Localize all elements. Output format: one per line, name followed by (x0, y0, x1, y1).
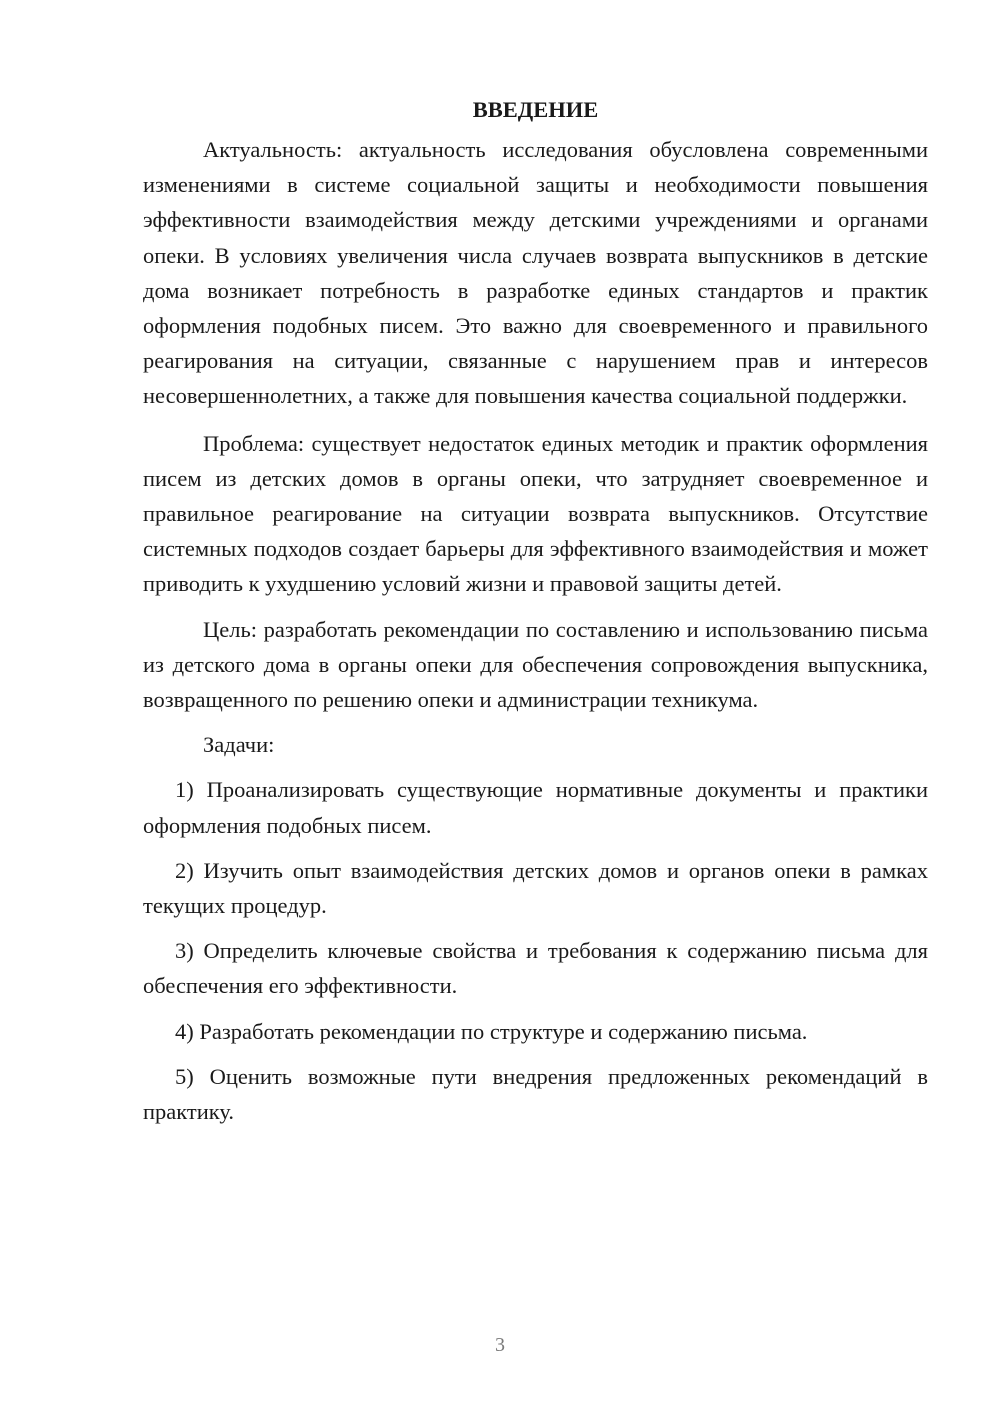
page-number: 3 (495, 1334, 505, 1356)
tasks-title: Задачи: (203, 732, 275, 758)
goal-paragraph: Цель: разработать рекомендации по составлению и использованию письма из детского дома в органы опеки для обеспечения сопровождения выпускника, возвращенного по решению опеки и администрации техникума. (143, 616, 928, 713)
document-page (143, 92, 928, 1139)
tasks-list (143, 772, 928, 1129)
relevance-paragraph: Актуальность: актуальность исследования обусловлена современными изменениями в системе социальной защиты и необходимости повышения эффективности взаимодействия между детскими учреждениями и органами опеки. В условиях увеличения числа случаев возврата выпускников в детские дома возникает потребность в разработке единых стандартов и практик оформления подобных писем. Это важно для своевременного и правильного реагирования на ситуации, связанные с нарушением прав и интересов несовершеннолетних, а также для повышения качества социальной поддержки. (143, 137, 928, 409)
list-item: 1) Проанализировать существующие нормативные документы и практики оформления подобных писем. (143, 777, 928, 838)
section-heading: ВВЕДЕНИЕ (472, 97, 599, 122)
list-item: 5) Оценить возможные пути внедрения предложенных рекомендаций в практику. (143, 1063, 928, 1125)
problem-paragraph: Проблема: существует недостаток единых методик и практик оформления писем из детских домов в органы опеки, что затрудняет своевременное и правильное реагирование на ситуации возврата выпускников. Отсутствие системных подходов создает барьеры для эффективного взаимодействия и может приводить к ухудшению условий жизни и правовой защиты детей. (143, 430, 928, 597)
list-item: 2) Изучить опыт взаимодействия детских домов и органов опеки в рамках текущих процедур. (143, 857, 928, 919)
list-item: 4) Разработать рекомендации по структуре и содержанию письма. (175, 1018, 808, 1044)
list-item: 3) Определить ключевые свойства и требования к содержанию письма для обеспечения его эффективности. (143, 938, 928, 999)
